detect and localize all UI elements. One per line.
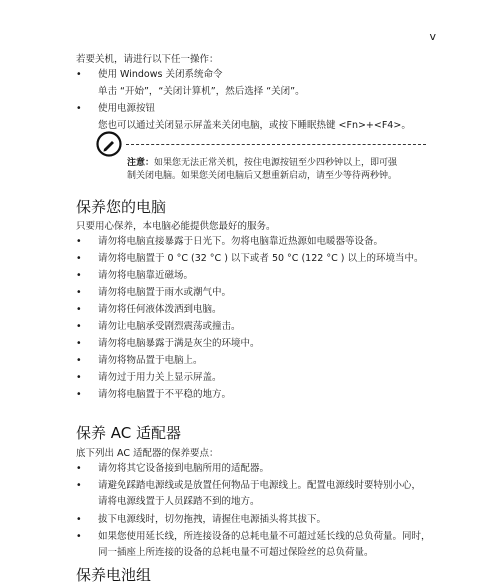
list-item: [76, 370, 222, 386]
care-computer-item-text: 请勿将任何液体泼洒到电脑。: [98, 304, 222, 315]
care-computer-item-text: 请勿将电脑置于不平稳的地方。: [98, 389, 232, 400]
bullet: •: [76, 236, 82, 247]
bullet: •: [76, 69, 82, 80]
care-computer-item-text: 请勿过于用力关上显示屏盖。: [98, 372, 222, 383]
shutdown-intro: 若要关机，请进行以下任一操作：: [76, 54, 219, 65]
care-adapter-item-text: 请避免踩踏电源线或是放置任何物品于电源线上。配置电源线时要特别小心，: [98, 480, 422, 491]
shutdown-item-text: 使用电源按钮: [98, 103, 156, 114]
list-item: [76, 353, 203, 369]
care-computer-item-text: 请勿让电脑承受剧烈震荡或撞击。: [98, 321, 241, 332]
bullet: •: [76, 103, 82, 114]
list-item: [76, 101, 155, 117]
shutdown-item-detail: 单击 “开始”，“关闭计算机”，然后选择 “关闭”。: [98, 86, 305, 97]
section-heading-care-adapter: 保养 AC 适配器: [76, 424, 182, 442]
note-line-2: 制关闭电脑。如果您关闭电脑后又想重新启动，请至少等待两秒钟。: [127, 171, 398, 181]
care-computer-item-text: 请勿将电脑靠近磁场。: [98, 270, 194, 281]
note-text: 如果您无法正常关机，按住电源按钮至少四秒钟以上，即可强: [154, 158, 398, 168]
list-item: [76, 285, 231, 301]
list-item: [76, 67, 222, 83]
care-computer-item-text: 请勿将物品置于电脑上。: [98, 355, 203, 366]
list-item: [76, 336, 260, 352]
care-computer-intro: 只要用心保养，本电脑必能提供您最好的服务。: [76, 221, 276, 232]
bullet: •: [76, 304, 82, 315]
list-item: [76, 268, 193, 284]
note-pencil-icon: [96, 131, 122, 157]
list-item: [76, 387, 231, 403]
list-item: [76, 234, 383, 250]
bullet: •: [76, 287, 82, 298]
bullet: •: [76, 372, 82, 383]
note-divider: [126, 144, 426, 145]
note-line-1: [127, 157, 397, 170]
bullet: •: [76, 463, 82, 474]
care-adapter-item-text-cont: 请将电源线置于人员踩踏不到的地方。: [98, 496, 260, 507]
care-computer-item-text: 请勿将电脑置于 0 °C (32 °C ) 以下或者 50 °C (122 °C ) 以上的环境当中。: [98, 253, 424, 264]
list-item: [76, 251, 423, 267]
care-computer-item-text: 请勿将电脑暴露于满是灰尘的环境中。: [98, 338, 260, 349]
care-adapter-item-text: 如果您使用延长线，所连接设备的总耗电量不可超过延长线的总负荷量。同时，: [98, 531, 431, 542]
bullet: •: [76, 270, 82, 281]
bullet: •: [76, 480, 82, 491]
care-adapter-item-text: 请勿将其它设备接到电脑所用的适配器。: [98, 463, 270, 474]
list-item: [76, 319, 241, 335]
care-computer-item-text: 请勿将电脑置于雨水或潮气中。: [98, 287, 232, 298]
note-label: 注意：: [127, 158, 155, 168]
bullet: •: [76, 514, 82, 525]
shutdown-item-text: 使用 Windows 关闭系统命令: [98, 69, 223, 80]
next-section-heading-partial: 保养电池组: [76, 566, 152, 584]
bullet: •: [76, 389, 82, 400]
care-adapter-item-text-cont: 同一插座上所连接的设备的总耗电量不可超过保险丝的总负荷量。: [98, 547, 374, 558]
care-adapter-item-text: 拔下电源线时，切勿拖拽，请握住电源插头将其拔下。: [98, 514, 327, 525]
bullet: •: [76, 253, 82, 264]
care-computer-item-text: 请勿将电脑直接暴露于日光下。勿将电脑靠近热源如电暖器等设备。: [98, 236, 384, 247]
section-heading-care-computer: 保养您的电脑: [76, 198, 167, 216]
bullet: •: [76, 321, 82, 332]
bullet: •: [76, 338, 82, 349]
bullet: •: [76, 355, 82, 366]
care-adapter-intro: 底下列出 AC 适配器的保养要点：: [76, 448, 219, 459]
shutdown-item-detail: 您也可以通过关闭显示屏盖来关闭电脑，或按下睡眠热键 <Fn>+<F4>。: [98, 120, 411, 131]
list-item: [76, 302, 222, 318]
page-number: v: [429, 30, 436, 43]
bullet: •: [76, 531, 82, 542]
